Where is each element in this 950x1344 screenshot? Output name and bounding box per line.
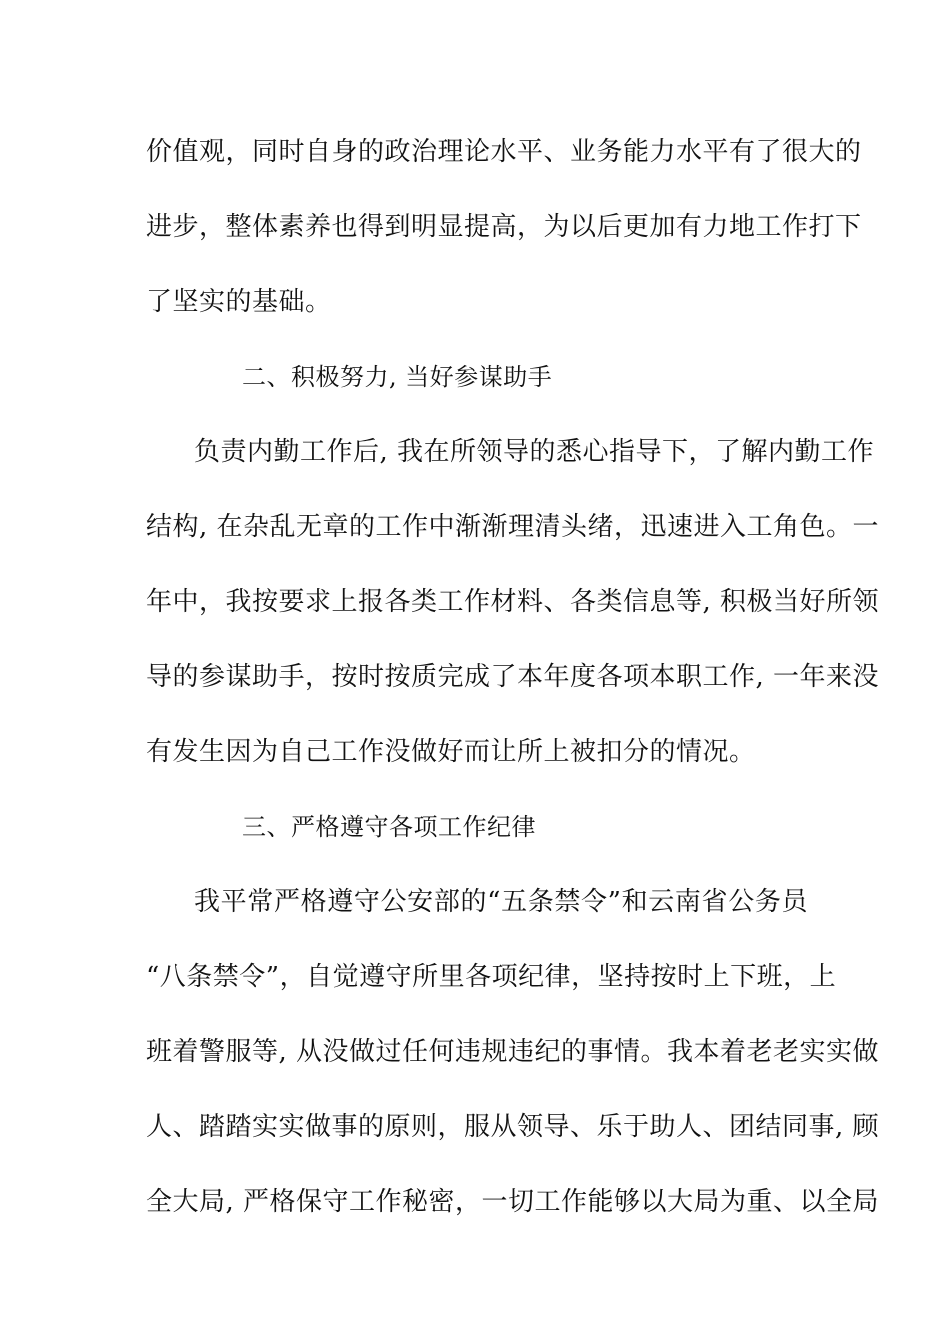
- paragraph-3-line-1: 我平常严格遵守公安部的“五条禁令”和云南省公务员: [194, 887, 808, 917]
- paragraph-2-line-5: 有发生因为自己工作没做好而让所上被扣分的情况。: [146, 737, 756, 767]
- section-heading-2: 二、积极努力, 当好参谋助手: [242, 363, 553, 391]
- paragraph-2-line-4: 导的参谋助手，按时按质完成了本年度各项本职工作, 一年来没: [146, 662, 880, 692]
- paragraph-2-line-2: 结构, 在杂乱无章的工作中渐渐理清头绪，迅速进入工角色。一: [146, 512, 880, 542]
- section-heading-3: 三、严格遵守各项工作纪律: [242, 813, 536, 841]
- paragraph-3-line-2: “八条禁令”，自觉遵守所里各项纪律，坚持按时上下班，上: [146, 962, 837, 992]
- paragraph-2-line-3: 年中，我按要求上报各类工作材料、各类信息等, 积极当好所领: [146, 587, 880, 617]
- paragraph-3-line-3: 班着警服等, 从没做过任何违规违纪的事情。我本着老老实实做: [146, 1037, 880, 1067]
- paragraph-3-line-4: 人、踏踏实实做事的原则，服从领导、乐于助人、团结同事, 顾: [146, 1112, 880, 1142]
- paragraph-1-line-1: 价值观，同时自身的政治理论水平、业务能力水平有了很大的: [146, 137, 862, 167]
- paragraph-3-line-5: 全大局, 严格保守工作秘密，一切工作能够以大局为重、以全局: [146, 1187, 880, 1217]
- paragraph-1-line-2: 进步，整体素养也得到明显提高，为以后更加有力地工作打下: [146, 212, 862, 242]
- paragraph-2-line-1: 负责内勤工作后, 我在所领导的悉心指导下，了解内勤工作: [194, 437, 875, 467]
- paragraph-1-line-3: 了坚实的基础。: [146, 287, 332, 317]
